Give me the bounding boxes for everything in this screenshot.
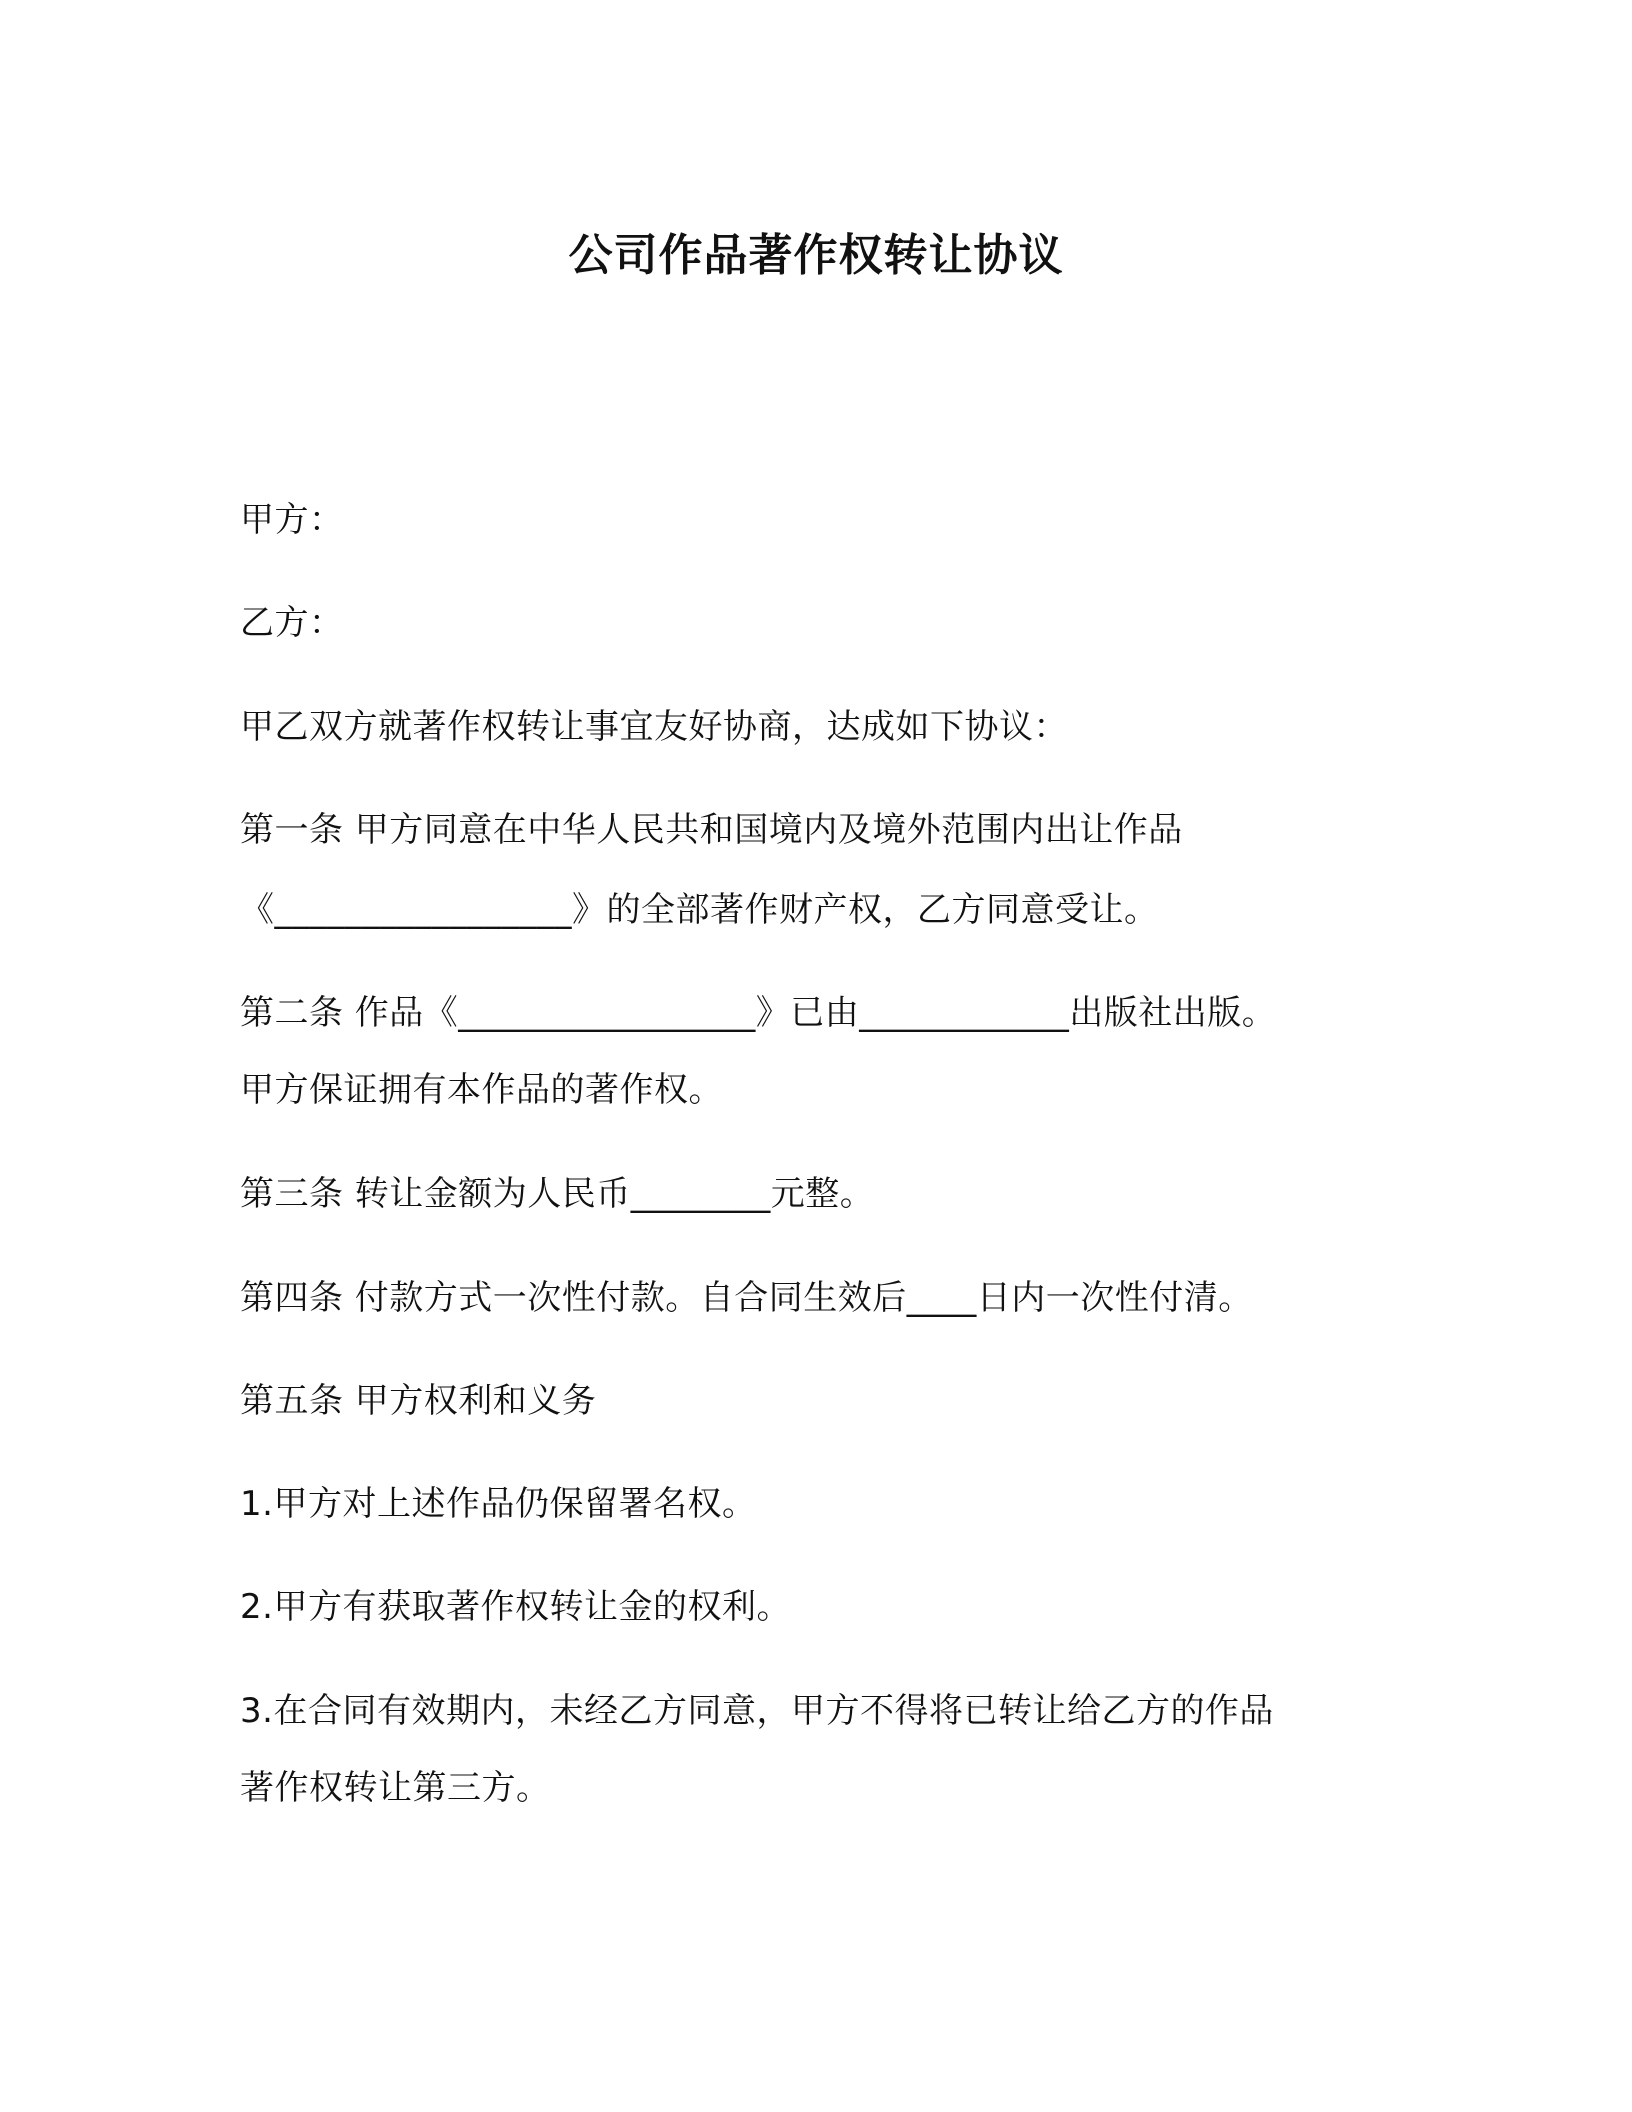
article-5-item-3-line-2: 著作权转让第三方。	[240, 1768, 551, 1808]
article-5-item-3-line-1: 3.在合同有效期内，未经乙方同意，甲方不得将已转让给乙方的作品	[240, 1691, 1274, 1731]
article-2-line-1: 第二条 作品《_________________》已由____________出版社出版。	[240, 993, 1277, 1033]
party-b-line: 乙方：	[240, 603, 344, 643]
article-3: 第三条 转让金额为人民币________元整。	[240, 1174, 875, 1214]
document-title: 公司作品著作权转让协议	[568, 230, 1064, 281]
article-1-line-2: 《_________________》的全部著作财产权，乙方同意受让。	[240, 890, 1159, 930]
article-1-line-1: 第一条 甲方同意在中华人民共和国境内及境外范围内出让作品	[240, 810, 1183, 850]
article-5-heading: 第五条 甲方权利和义务	[240, 1381, 597, 1421]
article-2-line-2: 甲方保证拥有本作品的著作权。	[240, 1070, 723, 1110]
article-5-item-2: 2.甲方有获取著作权转让金的权利。	[240, 1587, 791, 1627]
article-4: 第四条 付款方式一次性付款。自合同生效后____日内一次性付清。	[240, 1278, 1253, 1318]
intro-paragraph: 甲乙双方就著作权转让事宜友好协商，达成如下协议：	[240, 707, 1068, 747]
party-a-line: 甲方：	[240, 500, 344, 540]
article-5-item-1: 1.甲方对上述作品仍保留署名权。	[240, 1484, 757, 1524]
